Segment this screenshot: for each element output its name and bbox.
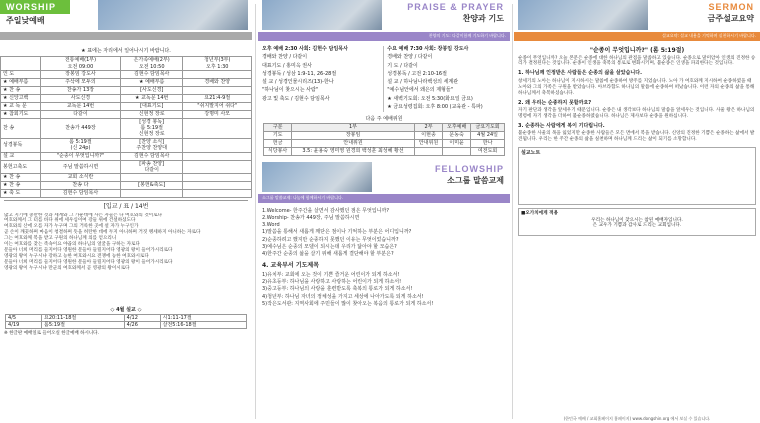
- service-line: 설 교 / 하나님나라백성의 세계관: [387, 79, 459, 85]
- worship-cell: [183, 118, 252, 138]
- sermon-point-3-title: 3. 순종하는 사람에게 복이 기다립니다.: [518, 122, 605, 129]
- calendar-cell: 요20:11-18절: [42, 314, 125, 321]
- fellowship-line: 4)한주간 순종의 삶을 살기 위해 새롭게 결단해야 할 부분은?: [262, 251, 394, 257]
- committee-cell: 장봉임: [292, 131, 415, 139]
- worship-row: [1, 110, 252, 118]
- fellowship-line: 4)청년부: 하나님 자녀의 정체성을 가지고 세상에 나아가도록 되게 하소서!: [262, 293, 424, 300]
- sermon-intro: 순종이 무엇입니까? 오늘 본문은 순종에 대한 하나님의 관점을 말씀하고 있습니다. 순종으로 말미암아 인생의 진정한 승리가 결정된다는 것입니다. 순종이 인생을 축복의 통로로 변화시키며, 불순종은 인생을 파괴한다는 것입니다.: [518, 55, 756, 67]
- footer-note: (한민국 예배 / 교회홈페이지 홈페이지) www.dongshin.org 에서 보실 수 있습니다.: [563, 416, 711, 421]
- praise-panel: [258, 0, 510, 423]
- fellowship-line: 2)유초등부: 하나님을 사랑하고 사랑하는 어린이가 되게 하소서!: [262, 279, 402, 285]
- worship-cell: [대표기도]: [120, 102, 183, 110]
- sermon-point-2: 자기 판단과 생각을 앞세우기 때문입니다. 순종은 내 생각보다 하나님의 말씀을 앞세우는 것입니다. 사울 왕은 하나님의 명령에 자기 생각을 더하여 불순종하였습니다. 하나님은 제사보다 순종을 원하십니다.: [518, 107, 755, 119]
- worship-cell: ★ 교독문 14번: [120, 94, 183, 102]
- prayer-text: 많고 지기에 충만한 것과 세계와 그 가운데에 사는 자들은 다 여호와의 것이로다 여호와께서 그 터를 바다 위에 세우심이여 강들 위에 건설하셨도다 여호와의 산에 오를 자가 누구며 그의 거룩한 곳에 설 자가 누구인가 곧 손이 깨끗하며 마음이 청결하며 뜻을 허탄한 데에 두지 아니하며 거짓 맹세하지 아니하는 자로다 그는 여호와께 복을 받고 구원의 하나님께 의를 얻으리니 이는 여호와를 찾는 족속이요 야곱의 하나님의 얼굴을 구하는 자로다 문들아 너희 머리를 들지어다 영원한 문들아 들릴지어다 영광의 왕이 들어가시리로다 영광의 왕이 누구시냐 강하고 능한 여호와시요 전쟁에 능한 여호와시로다 문들아 너희 머리를 들지어다 영원한 문들아 들릴지어다 영광의 왕이 들어가시리로다 영광의 왕이 누구시냐 만군의 여호와께서 곧 영광의 왕이시로다: [4, 212, 201, 272]
- sermon-point-2-title: 2. 왜 우리는 순종하지 못할까요?: [518, 99, 592, 106]
- praise-title: 찬양과 기도: [462, 14, 504, 23]
- committee-head: 1부: [292, 124, 415, 131]
- worship-cell: 사도신경: [41, 94, 121, 102]
- worship-cell: 롬 5:19절 (신 24p): [41, 138, 121, 152]
- sermon-band: 설교요약: 설교 내용을 기억하며 실천하시기 바랍니다.: [514, 32, 760, 41]
- worship-cell: [사도신경]: [120, 86, 183, 94]
- application-box: ■오가치에게 적용 우리는 하나님이 찾으시는 참된 예배자입니다. 은 교우가 기쁨과 감사로 드리는 교회입니다.: [518, 208, 756, 236]
- fellowship-eng: FELLOWSHIP: [435, 163, 504, 174]
- calendar-cell: 4/5: [6, 314, 42, 321]
- worship-cell: 주삭에 모두의: [41, 78, 121, 86]
- worship-cell: 교독문 14번: [41, 102, 121, 110]
- worship-cell: ★ 신앙고백: [1, 94, 41, 102]
- service-line: ★ 새벽기도회: 오전 5:30(화요일 금요): [387, 95, 473, 102]
- divider-2: [512, 4, 513, 419]
- committee-cell: [414, 147, 442, 155]
- sermon-panel: [514, 0, 760, 423]
- worship-cell: ★ 참회기도: [1, 110, 41, 118]
- worship-cell: 찬송가 449장: [41, 118, 121, 138]
- committee-cell: 3.5: 윤용숙 영미영 원경희 백성훈 최성혜 황선: [292, 147, 415, 155]
- worship-row: [1, 190, 252, 198]
- worship-row: [1, 118, 252, 138]
- calendar-cell: 4/26: [124, 322, 160, 329]
- praise-eng: PRAISE & PRAYER: [407, 2, 504, 12]
- prayer-topics-title: 4. 교육부서 기도제목: [262, 262, 320, 270]
- committee-cell: 여전도회: [471, 147, 505, 155]
- worship-cell: 인 도: [1, 70, 41, 78]
- worship-row: [1, 174, 252, 182]
- fellowship-photo: [262, 162, 372, 192]
- worship-cell: 교회 소식란: [41, 174, 121, 182]
- worship-panel: [0, 0, 252, 423]
- worship-row: [1, 94, 252, 102]
- committee-cell: 이현종: [414, 131, 442, 139]
- fellowship-line: 2)순종하려고 했지만 순종하지 못했던 이유는 무엇이었습니까?: [262, 236, 399, 243]
- sermon-notes-box[interactable]: 설교노트: [518, 147, 756, 205]
- fellowship-header: [258, 162, 510, 208]
- worship-cell: ★ 찬 송: [1, 182, 41, 190]
- worship-cell: [파송 찬양] 다같이: [120, 160, 183, 174]
- calendar-cell: 4/12: [124, 314, 160, 321]
- worship-cell: ★ 축 도: [1, 190, 41, 198]
- sermon-eng: SERMON: [708, 2, 754, 12]
- worship-row: [1, 160, 252, 174]
- worship-cell: ★ 교 독 문: [1, 102, 41, 110]
- fellowship-line: 1)말씀을 통해서 새롭게 깨닫은 점이나 기억하는 부분은 어디입니까?: [262, 229, 412, 236]
- service-line: ★ 금요성령집회: 오후 8:00 (교육관 - 특파): [387, 103, 483, 110]
- service-line: 설 교 / 성경인물시리즈(13)-한나: [262, 79, 334, 85]
- fellowship-line: 5)작은도서관: 지역사회에 주민들이 많이 찾아오는 복음의 통로가 되게 하소서!: [262, 300, 434, 307]
- committee-cell: 안내위원: [292, 139, 415, 147]
- committee-title: 다음 주 예배위원: [365, 116, 403, 122]
- worship-cell: 경배와 찬양: [183, 78, 252, 86]
- fellowship-questions: [258, 208, 510, 259]
- committee-head: 오후예배: [443, 124, 471, 131]
- committee-cell: 문동숙: [443, 131, 471, 139]
- worship-cell: 김현수 담임목사: [41, 190, 121, 198]
- service-line: 기 도 / 다같이: [387, 62, 418, 69]
- worship-row: [1, 138, 252, 152]
- worship-eng: WORSHIP: [6, 2, 57, 12]
- worship-cell: ★ 예배부름: [120, 78, 183, 86]
- sermon-photo: [518, 0, 648, 30]
- col-3: 청년부(3부) 오후 1:30: [183, 57, 252, 71]
- worship-cell: 설 교: [1, 152, 41, 160]
- committee-cell: 식당봉사: [264, 147, 292, 155]
- worship-cell: [183, 174, 252, 182]
- committee-head: 금요기도회: [471, 124, 505, 131]
- worship-cell: [성경 봉독] 롬 5:19절 신현정 장로: [120, 118, 183, 138]
- calendar-note: ※ 한글판 예배일로 들어오실 한글예배 하시니다.: [4, 331, 99, 337]
- worship-cell: ★ 예배부름: [1, 78, 41, 86]
- calendar-cell: 4/19: [6, 322, 42, 329]
- worship-cell: 김현수 담임목사: [120, 70, 183, 78]
- worship-cell: 성경봉독: [1, 138, 41, 152]
- fellowship-line: 3.Word: [262, 222, 280, 228]
- worship-cell: [183, 138, 252, 152]
- calendar-cell: 시1:11-17절: [160, 314, 246, 321]
- worship-cell: 주님 말씀하시면: [41, 160, 121, 174]
- worship-cell: [183, 70, 252, 78]
- wednesday-service: 수요 예배 7:30 사회: 장봉임 강도사 경배와 찬양 / 다같이 기 도 / 다같이 성경봉독 / 고전 2:10-16절 설 교 / 하나님나라백성의 세계관 "예수님안에서 왜은의 제형들" ★ 새벽기도회: 오전 5:30(화요일 금요) ★ 금요성령집회: 오후 8:00 (교육관 - 특파): [385, 46, 506, 112]
- fellowship-line: 3)예수님은 순종의 모델이 되시는데 우리가 닮아야 할 모습은?: [262, 243, 397, 250]
- fellowship-title: 소그룹 말씀교제: [447, 175, 504, 185]
- worship-cell: 봉헌고축도: [1, 160, 41, 174]
- service-line: 경배와 찬양 / 다같이: [387, 54, 433, 61]
- sermon-title: 금주설교요약: [707, 14, 754, 23]
- service-line: "하나님이 찾으시는 사람": [262, 87, 319, 94]
- worship-cell: [183, 152, 252, 160]
- worship-row: [1, 78, 252, 86]
- worship-cell: 요21:4-9절: [183, 94, 252, 102]
- worship-cell: [183, 190, 252, 198]
- col-1: 전통예배(1부) 오전 09:00: [41, 57, 121, 71]
- worship-row: [1, 182, 252, 190]
- worship-cell: 김현수 담임목사: [120, 152, 183, 160]
- fellowship-line: 2.Worship- 찬송가 449장, 주님 말씀하시면: [262, 214, 360, 221]
- sermon-point-1-title: 1. 하나님께 인정받은 사람들은 순종의 삶을 살았습니다.: [518, 70, 642, 77]
- worship-cell: 다같이: [41, 110, 121, 118]
- worship-order-table: [0, 56, 252, 198]
- committee-cell: 헌금: [264, 139, 292, 147]
- committee-cell: [443, 147, 471, 155]
- sermon-header: [514, 0, 760, 46]
- praise-photo: [262, 0, 382, 30]
- worship-cell: 강명미 사모: [183, 110, 252, 118]
- committee-cell: 한나: [471, 139, 505, 147]
- calendar-cell: 롬5:19절: [42, 322, 125, 329]
- service-line: 성경봉독 / 성삼 1:9-11, 26-28절: [262, 70, 337, 77]
- committee-head: 구분: [264, 124, 292, 131]
- service-line: 광고 및 축도 / 김현수 담임목사: [262, 95, 330, 102]
- committee-cell: 이미윤: [443, 139, 471, 147]
- worship-cell: [찬양 소식] 주찬양 찬양대: [120, 138, 183, 152]
- worship-cell: [120, 174, 183, 182]
- prayer-topics: [258, 272, 510, 308]
- worship-row: [1, 86, 252, 94]
- col-2: 은가족예배(2부) 오전 10:50: [120, 57, 183, 71]
- worship-cell: 찬송가 13장: [41, 86, 121, 94]
- service-line: 성경봉독 / 고전 2:10-16절: [387, 70, 447, 77]
- committee-table: [263, 123, 505, 155]
- worship-row: [1, 102, 252, 110]
- praise-header: [258, 0, 510, 46]
- fellowship-line: 1)유치부: 교회에 오는 것이 기쁜 즐거운 어린이가 되게 하소서!: [262, 271, 400, 278]
- worship-cell: [183, 182, 252, 190]
- worship-title: 주일낮예배: [6, 16, 45, 25]
- committee-cell: 기도: [264, 131, 292, 139]
- sermon-point-3: 불순종한 사울의 목을 잃었지만 순종한 사람들은 모든 면에서 복을 받습니다. 신앙의 진정한 기쁨은 순종하는 삶에서 발견됩니다. 우리는 한 주간 순종의 삶을 실천하며 하나님께 드리는 삶이 되기를 소망합니다.: [518, 131, 755, 142]
- worship-note: ★ 표에는 자리에서 일어나시기 바랍니다.: [81, 48, 171, 54]
- worship-photo: [98, 0, 248, 30]
- committee-cell: 4월 24일: [471, 131, 505, 139]
- sermon-heading: "순종이 무엇입니까?" (롬 5:19절): [589, 47, 685, 54]
- worship-cell: [183, 86, 252, 94]
- worship-cell: "쉬지말지어 쉬다": [183, 102, 252, 110]
- worship-cell: [120, 190, 183, 198]
- fellowship-band: 소그룹 말씀교제: 나눔에 함께하시기 바랍니다.: [258, 194, 510, 203]
- service-line: "예수님안에서 왜은의 제형들": [387, 87, 453, 94]
- divider-1: [255, 4, 256, 419]
- worship-header: [0, 0, 252, 46]
- calendar-table: [5, 314, 247, 330]
- service-line: 대표기도 / 홍미옥 권사: [262, 62, 312, 69]
- worship-row: [1, 152, 252, 160]
- worship-cell: "순종이 무엇입니까?": [41, 152, 121, 160]
- worship-cell: 신현정 장로: [120, 110, 183, 118]
- prayer-header: [입교 / 표 / 14번: [103, 203, 149, 210]
- worship-row: [1, 70, 252, 78]
- fellowship-line: 1.Welcome- 한주간을 살면서 감사했던 점은 무엇입니까?: [262, 207, 389, 214]
- calendar-title: ◇ 4월 설교 ◇: [110, 306, 142, 313]
- worship-band: [0, 32, 252, 40]
- worship-cell: 찬 송: [1, 118, 41, 138]
- worship-cell: ★ 찬 송: [1, 174, 41, 182]
- worship-cell: 찬송 다: [41, 182, 121, 190]
- worship-cell: ★ 찬 송: [1, 86, 41, 94]
- service-line: 경배와 찬양 / 다같이: [262, 54, 308, 61]
- committee-cell: 안내위원: [414, 139, 442, 147]
- afternoon-service: 오후 예배 2:30 사회: 김현수 담임목사 경배와 찬양 / 다같이 대표기도 / 홍미옥 권사 성경봉독 / 성삼 1:9-11, 26-28절 설 교 / 성경인물시리즈(13)-한나 "하나님이 찾으시는 사람" 광고 및 축도 / 김현수 담임목사: [262, 46, 381, 112]
- calendar-cell: 살전5:16-18절: [160, 322, 246, 329]
- fellowship-line: 3)중고등부: 하나님의 사랑을 훈련받도록 축복의 통로가 되게 하소서!: [262, 286, 413, 293]
- worship-cell: [183, 160, 252, 174]
- worship-cell: [봉헌&축도]: [120, 182, 183, 190]
- sermon-point-1: 창세기의 노아는 하나님이 지시하시는 말씀에 순종하여 방주를 지었습니다. 노아 가 여호와께 지시하여 순종하였을 때 노아와 그의 가족은 구원을 받았습니다. 아브라함도 하나님의 말씀에 순종하여 떠났습니다. 이런 자의 순종의 삶을 통해 하나님께서 축복하셨습니다.: [518, 78, 755, 96]
- praise-band: 찬양의 기도: 다같이함께 기도하기 바랍니다.: [258, 32, 510, 41]
- worship-cell: 장봉임 강도사: [41, 70, 121, 78]
- committee-head: 2부: [414, 124, 442, 131]
